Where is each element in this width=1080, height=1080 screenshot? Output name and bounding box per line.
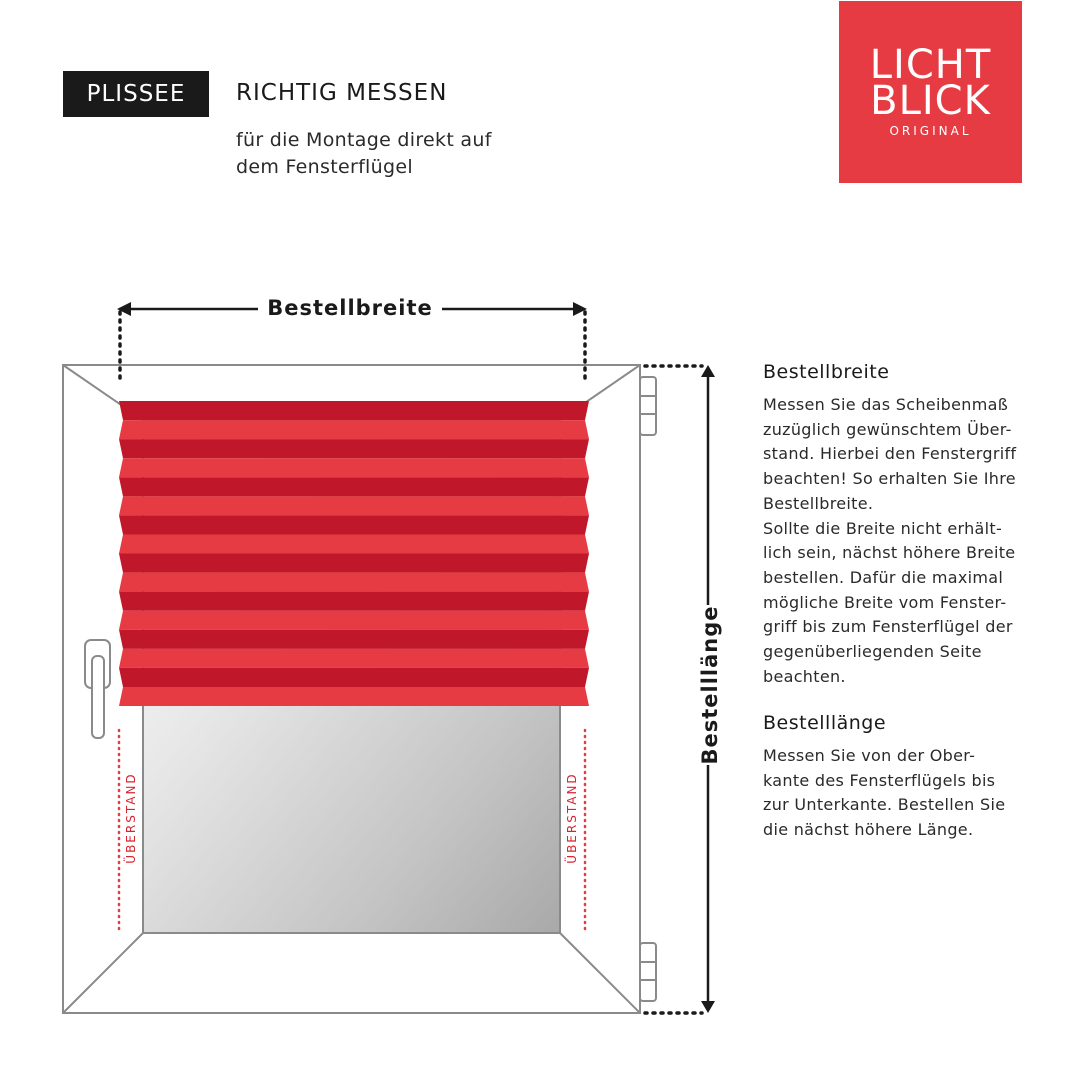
blind-fold — [119, 554, 589, 573]
product-tag: PLISSEE — [63, 71, 209, 117]
blind-fold — [119, 496, 589, 515]
width-label: Bestellbreite — [258, 293, 442, 323]
hinge-icon — [640, 377, 656, 1001]
width-info-text: Messen Sie das Scheibenmaß zuzüglich gewünschtem Über- stand. Hierbei den Fenstergriff beachten! So erhalten Sie Ihre Bestellbreite. Sollte die Breite nicht erhält- lich sein, nächst höhere Breite bestellen. Dafür die maximal mögliche Breite vom Fenster- griff bis zum Fensterflügel der gegenüberliegenden Seite beachten. — [763, 395, 1017, 686]
length-info-section — [763, 712, 1063, 843]
length-info-heading: Bestelllänge — [763, 712, 887, 734]
blind-fold — [119, 687, 589, 706]
blind-fold — [119, 534, 589, 553]
blind-fold — [119, 649, 589, 668]
length-info-text: Messen Sie von der Ober- kante des Fensterflügels bis zur Unterkante. Bestellen Sie die nächst höhere Länge. — [763, 746, 1006, 840]
subtitle-line-2: dem Fensterflügel — [236, 156, 413, 178]
blind-fold — [119, 439, 589, 458]
blind-fold — [119, 477, 589, 496]
length-label: Bestelllänge — [695, 605, 725, 765]
blind-fold — [119, 630, 589, 649]
blind-fold — [119, 401, 589, 420]
subtitle-line-1: für die Montage direkt auf — [236, 129, 492, 151]
width-info-heading: Bestellbreite — [763, 361, 890, 383]
blind-fold — [119, 668, 589, 687]
blind-fold — [119, 592, 589, 611]
logo-line-2: BLICK — [870, 78, 991, 124]
overhang-label-left: ÜBERSTAND — [124, 772, 138, 864]
blind-fold — [119, 515, 589, 534]
logo-line-3: ORIGINAL — [889, 124, 972, 138]
blind-fold — [119, 611, 589, 630]
width-info-section — [763, 361, 1063, 689]
blind-fold — [119, 573, 589, 592]
page-title: RICHTIG MESSEN — [236, 80, 448, 106]
window-handle-icon — [85, 640, 110, 738]
blind-fold — [119, 458, 589, 477]
pleated-blind — [119, 401, 589, 706]
overhang-label-right: ÜBERSTAND — [565, 772, 579, 864]
blind-fold — [119, 420, 589, 439]
logo-line-1: LICHT — [869, 42, 992, 88]
